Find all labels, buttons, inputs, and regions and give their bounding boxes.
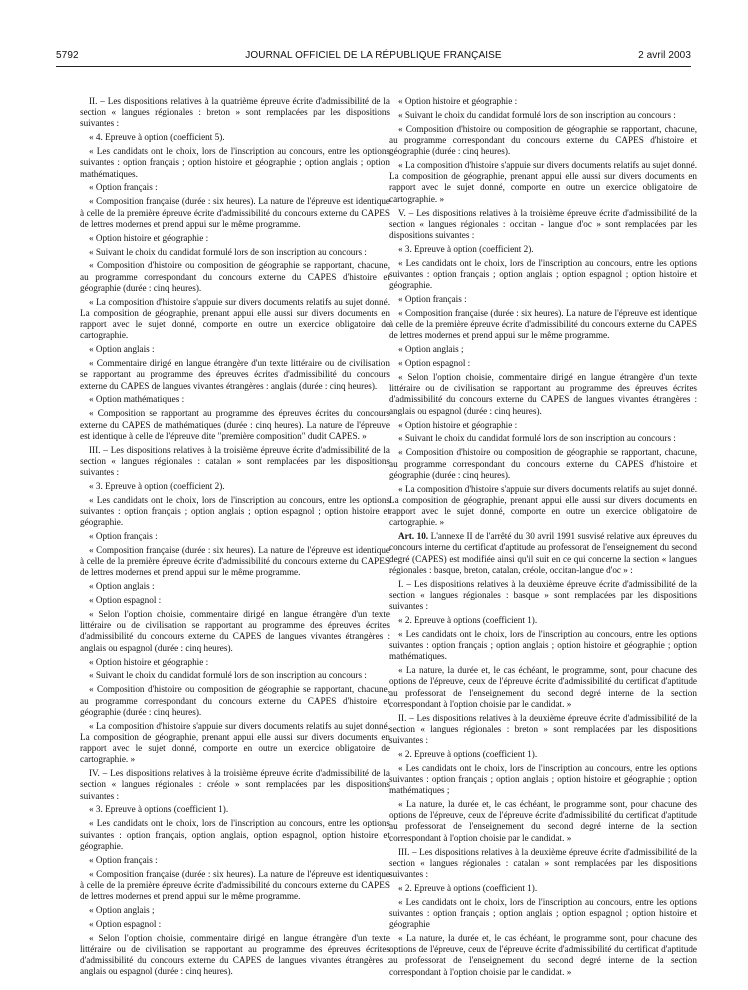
paragraph: « Option français : [89,854,158,865]
paragraph: « 3. Epreuve à options (coefficient 1). [89,804,229,815]
paragraph: « Option espagnol : [398,358,471,369]
paragraph: I. – Les dispositions relatives à la deuxième épreuve écrite d'admissibilité de la section « langues régionales : basque » sont remplacées par les dispositions suivantes : [389,578,697,612]
paragraph: « Suivant le choix du candidat formulé lors de son inscription au concours : [398,109,676,120]
paragraph: « Option histoire et géographie : [398,96,518,106]
article-label: Art. 10. [398,531,429,542]
paragraph: « 2. Epreuve à options (coefficient 1). [398,748,538,759]
paragraph: « Option histoire et géographie : [398,419,518,430]
journal-title: JOURNAL OFFICIEL DE LA RÉPUBLIQUE FRANÇAISE [245,50,502,61]
paragraph: « Option français : [89,182,158,193]
paragraph: II. – Les dispositions relatives à la quatrième épreuve écrite d'admissibilité de la section « langues régionales : breton » sont remplacées par les dispositions suivantes : [80,96,390,129]
paragraph: « Option français : [398,294,467,305]
paragraph: « Option espagnol : [89,595,162,606]
paragraph: IV. – Les dispositions relatives à la troisième épreuve écrite d'admissibilité de la section « langues régionales : créole » sont remplacées par les dispositions suivantes : [80,768,390,801]
paragraph: « Option anglais : [89,581,155,592]
paragraph: « Option anglais ; [398,344,464,355]
paragraph: « Les candidats ont le choix, lors de l'inscription au concours, entre les options suivantes : option français ; option anglais ; option espagnol ; option histoire et géographie. [389,257,697,291]
article-text: L'annexe II de l'arrêté du 30 avril 1991 susvisé relative aux épreuves du concours interne du certificat d'aptitude au professorat de l'enseignement du second degré (CAPES) est modifiée ainsi qu'il suit en ce qui concerne la section « langues régionales : basque, breton, catalan, créole, occitan-langue d'oc » : [389,531,698,575]
paragraph: « La composition d'histoire s'appuie sur divers documents relatifs au sujet donné. La composition de géographie, prenant appui elle aussi sur divers documents en rapport avec le sujet donné, comporte en outre un exercice obligatoire de cartographie. » [389,483,697,528]
paragraph: III. – Les dispositions relatives à la deuxième épreuve écrite d'admissibilité de la section « langues régionales : catalan » sont remplacées par les dispositions suivantes : [389,846,697,879]
paragraph: « La nature, la durée et, le cas échéant, le programme sont, pour chacune des options de l'épreuve, ceux de l'épreuve écrite d'admissibilité du certificat d'aptitude au professorat de l'enseignement du second degré interne de la section correspondant à l'option choisie par le candidat. » [389,933,697,977]
paragraph: « Composition d'histoire ou composition de géographie se rapportant, chacune, au programme correspondant du concours externe du CAPES d'histoire et géographie (durée : cinq heures). [389,447,697,480]
header-rule [56,66,691,67]
paragraph: « La composition d'histoire s'appuie sur divers documents relatifs au sujet donné. La composition de géographie, prenant appui elle aussi sur divers documents en rapport avec le sujet donné, comporte en outre un exercice obligatoire de cartographie. » [389,160,697,204]
paragraph: « Suivant le choix du candidat formulé lors de son inscription au concours : [89,670,367,681]
paragraph: « Option anglais ; [89,904,155,915]
paragraph: « Composition d'histoire ou composition de géographie se rapportant, chacune, au programme correspondant du concours externe du CAPES d'histoire et géographie (durée : cinq heures). [80,684,390,717]
paragraph [389,531,697,576]
paragraph: « Option espagnol : [89,918,162,929]
right-column [389,96,697,981]
page-number: 5792 [56,50,79,61]
paragraph: « Selon l'option choisie, commentaire dirigé en langue étrangère d'un texte littéraire ou de civilisation se rapportant au programme des épreuves écrites d'admissibilité du concours externe du CAPES de langues vivantes étrangères : anglais ou espagnol (durée : cinq heures). [80,932,390,977]
paragraph: « Les candidats ont le choix, lors de l'inscription au concours, entre les options suivantes : option français, option anglais, option espagnol, option histoire et géographie. [80,818,390,851]
paragraph: « Suivant le choix du candidat formulé lors de son inscription au concours : [89,246,367,257]
paragraph: V. – Les dispositions relatives à la troisième épreuve écrite d'admissibilité de la section « langues régionales : occitan - langue d'oc » sont remplacées par les dispositions suivantes : [389,207,697,240]
paragraph: « 2. Epreuve à options (coefficient 1). [398,614,538,625]
paragraph: « Composition d'histoire ou composition de géographie se rapportant, chacune, au programme correspondant du concours externe du CAPES d'histoire et géographie (durée : cinq heures). [389,123,697,157]
paragraph: « Composition française (durée : six heures). La nature de l'épreuve est identique à celle de la première épreuve écrite d'admissibilité du concours externe du CAPES de lettres modernes et prend appui sur le même programme. [80,196,390,229]
paragraph: « Composition d'histoire ou composition de géographie se rapportant, chacune, au programme correspondant du concours externe du CAPES d'histoire et géographie (durée : cinq heures). [80,260,390,293]
paragraph: « Option mathématiques : [89,394,185,405]
paragraph: « Les candidats ont le choix, lors de l'inscription au concours, entre les options suivantes : option français ; option anglais ; option espagnol ; option histoire et géographie [389,896,697,930]
paragraph: « Les candidats ont le choix, lors de l'inscription au concours, entre les options suivantes : option français ; option anglais ; option histoire et géographie ; option mathématiques ; [389,762,697,796]
paragraph: « 3. Epreuve à option (coefficient 2). [89,480,225,491]
paragraph: « Option histoire et géographie : [89,232,209,243]
left-column [80,96,390,980]
paragraph: « 2. Epreuve à options (coefficient 1). [398,882,538,893]
paragraph: II. – Les dispositions relatives à la deuxième épreuve écrite d'admissibilité de la section « langues régionales : breton » sont remplacées par les dispositions suivantes : [389,712,697,745]
paragraph: « Selon l'option choisie, commentaire dirigé en langue étrangère d'un texte littéraire ou de civilisation se rapportant au programme des épreuves écrites d'admissibilité du concours externe du CAPES de langues vivantes étrangères : anglais ou espagnol (durée : cinq heures). [80,609,390,653]
paragraph: « Composition française (durée : six heures). La nature de l'épreuve est identique à celle de la première épreuve écrite d'admissibilité du concours externe du CAPES de lettres modernes et prend appui sur le même programme. [389,307,697,341]
paragraph: « Option histoire et géographie : [89,656,209,667]
paragraph: « Les candidats ont le choix, lors de l'inscription au concours, entre les options suivantes : option français ; option anglais ; option histoire et géographie ; option mathématiques. [389,628,697,662]
paragraph: « La nature, la durée et, le cas échéant, le programme, sont, pour chacune des options de l'épreuve, ceux de l'épreuve écrite d'admissibilité du certificat d'aptitude au professorat de l'enseignement du second degré interne de la section correspondant à l'option choisie par le candidat. » [389,665,697,709]
page-header [56,50,691,66]
paragraph: « Composition se rapportant au programme des épreuves écrites du concours externe du CAPES de mathématiques (durée : cinq heures). La nature de l'épreuve est identique à celle de l'épreuve dite "première composition" dudit CAPES. » [80,408,390,441]
paragraph: « La nature, la durée et, le cas échéant, le programme sont, pour chacune des options de l'épreuve, ceux de l'épreuve écrite d'admissibilité du certificat d'aptitude au professorat de l'enseignement du second degré interne de la section correspondant à l'option choisie par le candidat. » [389,799,697,843]
paragraph: « 3. Epreuve à option (coefficient 2). [398,243,534,254]
publication-date: 2 avril 2003 [638,50,691,61]
paragraph: III. – Les dispositions relatives à la troisième épreuve écrite d'admissibilité de la section « langues régionales : catalan » sont remplacées par les dispositions suivantes : [80,444,390,478]
paragraph: « La composition d'histoire s'appuie sur divers documents relatifs au sujet donné. La composition de géographie, prenant appui elle aussi sur divers documents en rapport avec le sujet donné, comporte en outre un exercice obligatoire de cartographie. [80,296,390,341]
paragraph: « Commentaire dirigé en langue étrangère d'un texte littéraire ou de civilisation se rapportant au programme des épreuves écrites d'admissibilité du concours externe du CAPES de langues vivantes étrangères : anglais (durée : cinq heures). [80,358,390,391]
paragraph: « 4. Epreuve à option (coefficient 5). [89,132,225,143]
paragraph: « La composition d'histoire s'appuie sur divers documents relatifs au sujet donné. La composition de géographie, prenant appui elle aussi sur divers documents en rapport avec le sujet donné, comporte en outre un exercice obligatoire de cartographie. » [80,720,390,765]
paragraph: « Option français : [89,531,158,542]
paragraph: « Composition française (durée : six heures). La nature de l'épreuve est identique à celle de la première épreuve écrite d'admissibilité du concours externe du CAPES de lettres modernes et prend appui sur le même programme. [80,868,390,901]
paragraph: « Selon l'option choisie, commentaire dirigé en langue étrangère d'un texte littéraire ou de civilisation se rapportant au programme des épreuves écrites d'admissibilité du concours externe du CAPES de langues vivantes étrangères : anglais ou espagnol (durée : cinq heures). [389,372,697,416]
paragraph: « Composition française (durée : six heures). La nature de l'épreuve est identique à celle de la première épreuve écrite d'admissibilité du concours externe du CAPES de lettres modernes et prend appui sur le même programme. [80,545,390,578]
paragraph: « Option anglais : [89,344,155,355]
paragraph: « Les candidats ont le choix, lors de l'inscription au concours, entre les options suivantes : option français ; option anglais ; option espagnol ; option histoire et géographie. [80,494,390,528]
paragraph: « Suivant le choix du candidat formulé lors de son inscription au concours : [398,433,676,444]
paragraph: « Les candidats ont le choix, lors de l'inscription au concours, entre les options suivantes : option français ; option histoire et géographie ; option anglais ; option mathématiques. [80,146,390,179]
